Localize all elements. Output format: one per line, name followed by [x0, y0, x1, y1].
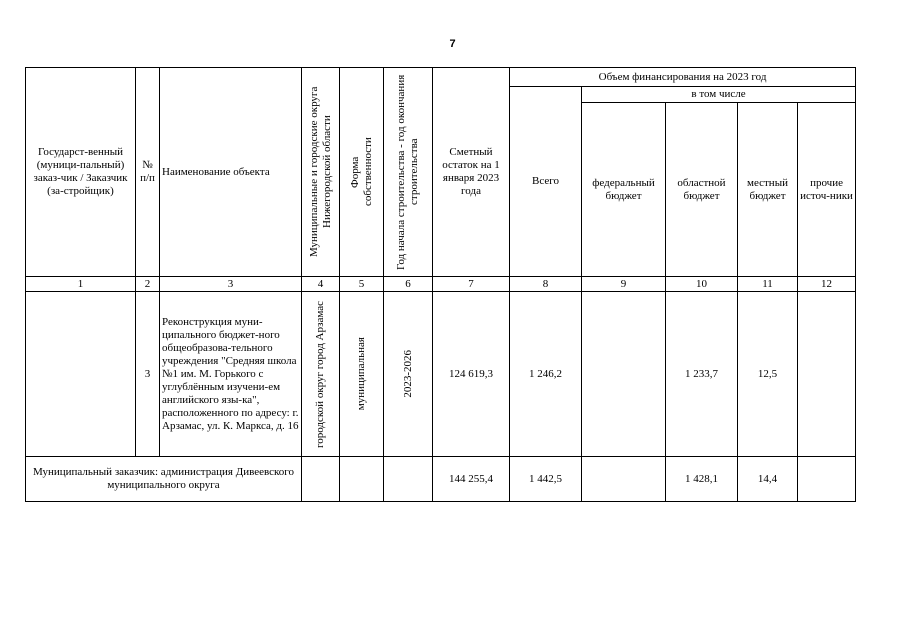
- total-row-regional: 1 428,1: [666, 457, 738, 502]
- column-number: 8: [510, 277, 582, 292]
- total-row-empty: [340, 457, 384, 502]
- row-years: 2023-2026: [384, 292, 433, 457]
- table-row: [26, 292, 856, 457]
- row-other: [798, 292, 856, 457]
- row-district: городской округ город Арзамас: [302, 292, 340, 457]
- header-years: Год начала строительства - год окончания строительства: [384, 68, 433, 277]
- row-estimated-balance: 124 619,3: [433, 292, 510, 457]
- header-object-name: Наименование объекта: [160, 68, 302, 277]
- column-number: 7: [433, 277, 510, 292]
- column-number: 12: [798, 277, 856, 292]
- column-number: 10: [666, 277, 738, 292]
- row-customer: [26, 292, 136, 457]
- total-row-local: 14,4: [738, 457, 798, 502]
- total-row-other: [798, 457, 856, 502]
- header-district: Муниципальные и городские округа Нижегородской области: [302, 68, 340, 277]
- column-number: 6: [384, 277, 433, 292]
- total-row-federal: [582, 457, 666, 502]
- total-row-label: Муниципальный заказчик: администрация Дивеевского муниципального округа: [26, 457, 302, 502]
- column-number: 2: [136, 277, 160, 292]
- header-estimated-balance: Сметный остаток на 1 января 2023 года: [433, 68, 510, 277]
- page-number: 7: [449, 38, 456, 50]
- column-number: 11: [738, 277, 798, 292]
- header-local: местный бюджет: [738, 103, 798, 277]
- header-number: № п/п: [136, 68, 160, 277]
- row-total: 1 246,2: [510, 292, 582, 457]
- header-federal: федеральный бюджет: [582, 103, 666, 277]
- row-regional: 1 233,7: [666, 292, 738, 457]
- total-row: [26, 457, 856, 502]
- row-local: 12,5: [738, 292, 798, 457]
- column-number: 5: [340, 277, 384, 292]
- total-row-estimated-balance: 144 255,4: [433, 457, 510, 502]
- row-number: 3: [136, 292, 160, 457]
- row-ownership: муниципальная: [340, 292, 384, 457]
- column-number: 3: [160, 277, 302, 292]
- column-number: 1: [26, 277, 136, 292]
- total-row-empty: [302, 457, 340, 502]
- header-funding-group: Объем финансирования на 2023 год: [510, 68, 856, 87]
- header-customer: Государст-венный (муници-пальный) заказ-чик / Заказчик (за-стройщик): [26, 68, 136, 277]
- header-regional: областной бюджет: [666, 103, 738, 277]
- header-including: в том числе: [582, 87, 856, 103]
- total-row-total: 1 442,5: [510, 457, 582, 502]
- column-numbers-row: [26, 277, 856, 292]
- header-ownership: Форма собственности: [340, 68, 384, 277]
- row-object-name: Реконструкция муни-ципального бюджет-ного общеобразова-тельного учреждения "Средняя школа №1 им. М. Горького с углублённым изучени-ем английского язы-ка", расположенного по адресу: г. Арзамас, ул. К. Маркса, д. 16: [160, 292, 302, 457]
- row-federal: [582, 292, 666, 457]
- column-number: 9: [582, 277, 666, 292]
- header-other: прочие источ-ники: [798, 103, 856, 277]
- financing-table: [25, 67, 856, 502]
- column-number: 4: [302, 277, 340, 292]
- header-total: Всего: [510, 87, 582, 277]
- total-row-empty: [384, 457, 433, 502]
- header-row-1: [26, 68, 856, 87]
